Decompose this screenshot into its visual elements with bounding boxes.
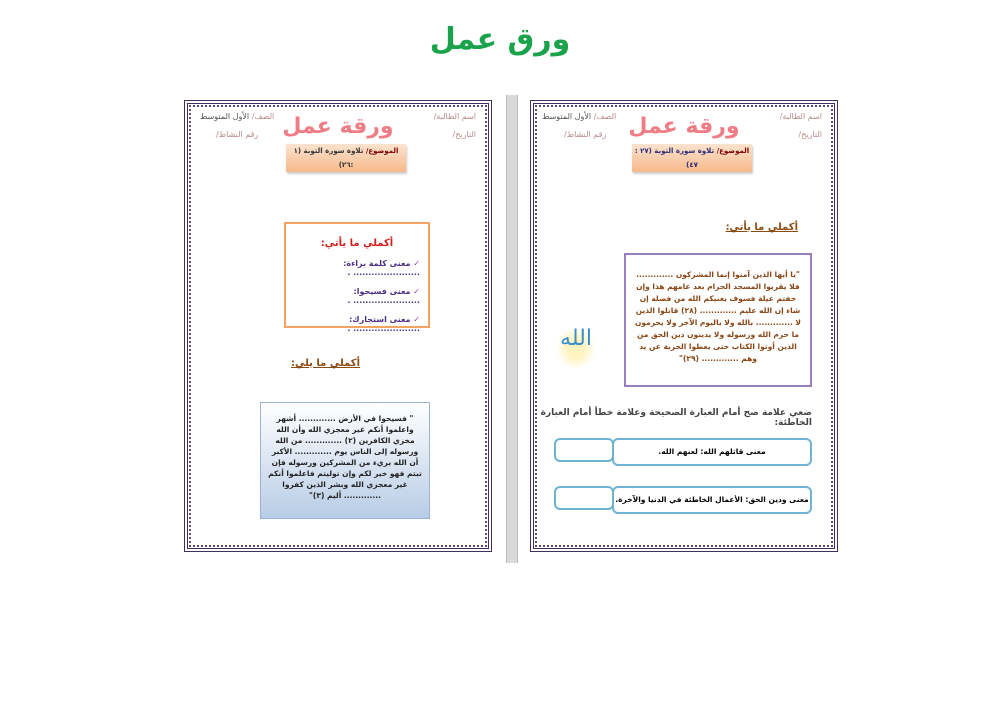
section-title: أكملي ما يأتي: <box>725 222 798 233</box>
item-text: معنى كلمة براءة: ...................... . <box>343 259 420 277</box>
grade-value: الأول المتوسط <box>200 112 250 121</box>
tf-statement: معنى قاتلهم الله: لعنهم الله. <box>612 438 812 466</box>
list-item <box>286 315 420 333</box>
section-title: أكملي ما يلي: <box>290 358 360 369</box>
box-title: أكملي ما يأتي: <box>320 238 394 249</box>
topic-box <box>632 144 752 172</box>
student-name-label: اسم الطالبة/ <box>779 112 822 121</box>
topic-value: تلاوة سورة التوبة (٢٧ : ٤٧) <box>634 147 715 169</box>
check-icon: ✓ <box>413 315 420 324</box>
check-icon: ✓ <box>413 287 420 296</box>
student-name-label: اسم الطالبة/ <box>433 112 476 121</box>
verse-box: "يا أيها الذين آمنوا إنما المشركون ............. فلا يقربوا المسجد الحرام بعد عامهم هذا وإن خفتم عيلة فسوف يغنيكم الله من فضله إن شاء إن الله عليم ............. (٢٨) قاتلوا الذين لا ............. بالله ولا باليوم الآخر ولا يحرمون ما حرم الله ورسوله ولا يدينون دين الحق من الذين أوتوا الكتاب حتى يعطوا الجزية عن يد وهم ............. (٢٩)" <box>624 253 812 387</box>
tf-row <box>554 438 812 466</box>
true-false-question: ضعي علامة صح أمام العبارة الصحيحة وعلامة خطأ أمام العبارة الخاطئة: <box>540 408 812 428</box>
list-item <box>286 259 420 277</box>
grade-label: الصف/ <box>251 112 275 121</box>
date-label: التاريخ/ <box>452 130 476 139</box>
tf-answer-box[interactable] <box>554 486 614 510</box>
worksheet-page-left <box>184 100 492 552</box>
verse-box: " فسيحوا في الأرض ............. أشهر واعلموا أنكم غير معجزي الله وأن الله مخزي الكافرين (٢) ............. من الله ورسوله إلى الناس يوم ............. الأكبر أن الله بريء من المشركين ورسوله فإن تبتم فهو خير لكم وإن توليتم فاعلموا أنكم غير معجزي الله وبشر الذين كفروا ............. أليم (٣)" <box>260 402 430 519</box>
complete-box <box>284 222 430 333</box>
topic-label: الموضوع/ <box>716 147 750 155</box>
allah-calligraphy-image: الله <box>556 326 596 370</box>
item-text: معنى استجارك: ...................... . <box>347 315 420 333</box>
activity-label: رقم النشاط/ <box>564 130 607 139</box>
check-icon: ✓ <box>413 259 420 268</box>
list-item <box>286 287 420 305</box>
tf-answer-box[interactable] <box>554 438 614 462</box>
tf-row <box>554 486 812 514</box>
topic-label: الموضوع/ <box>365 147 399 155</box>
main-title: ورق عمل <box>429 22 571 57</box>
topic-value: تلاوة سورة التوبة (١ :٢٦) <box>293 147 364 169</box>
item-text: معنى فسيحوا: ...................... . <box>347 287 420 305</box>
worksheet-title: ورقة عمل <box>282 114 394 139</box>
worksheet-title: ورقة عمل <box>628 114 740 139</box>
topic-box <box>286 144 406 172</box>
date-label: التاريخ/ <box>798 130 822 139</box>
grade-label: الصف/ <box>593 112 617 121</box>
grade-value: الأول المتوسط <box>542 112 592 121</box>
activity-label: رقم النشاط/ <box>216 130 259 139</box>
worksheet-page-right <box>530 100 838 552</box>
tf-statement: معنى ودين الحق: الأعمال الخاطئة في الدنيا والآخرة. <box>612 486 812 514</box>
page-divider <box>506 95 518 563</box>
